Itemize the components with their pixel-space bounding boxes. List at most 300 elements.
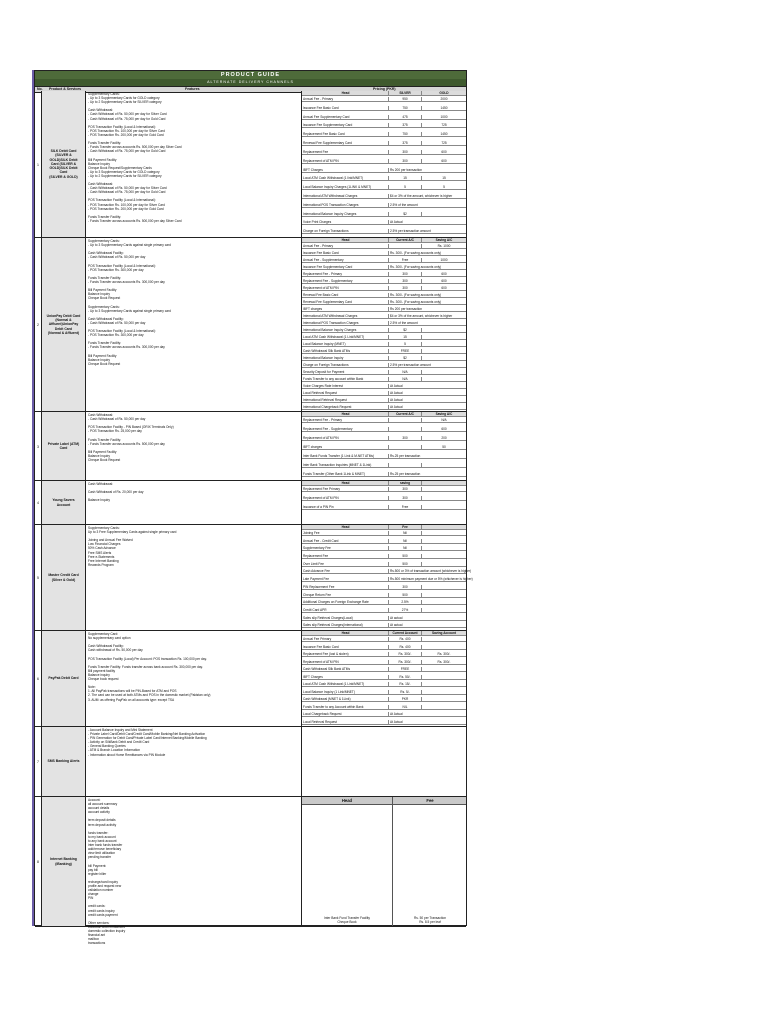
pricing-row (302, 616, 466, 621)
pricing-value-a: At Actual (390, 719, 403, 724)
pricing-value-b: 1450 (440, 105, 448, 110)
pricing-row (302, 258, 466, 263)
pricing-value-a: 15 (389, 335, 422, 339)
pricing-value-a: At actual (390, 615, 403, 620)
pricing-row (302, 720, 466, 725)
pricing-row (302, 690, 466, 695)
pricing-row (302, 660, 466, 665)
pricing-value-a: 2.5% per transaction amount (390, 229, 431, 234)
pricing-item: International Balance Inquiry Charges (303, 328, 389, 332)
section-number: 3 (35, 412, 42, 480)
pricing-item: Annual Fee Primary (303, 637, 389, 641)
pricing-value-a: Rs. 50/- (389, 675, 422, 679)
pricing-head-col-a: saving (389, 481, 422, 485)
pricing-value-b: 600 (441, 272, 447, 276)
pricing-value-a (389, 445, 422, 449)
pricing-row (302, 427, 466, 432)
pricing-value-a: $2 (389, 328, 422, 332)
features-text: Account: all account summary account details account activity term deposit details term deposit activity funds transfer: to my bank account to any bank account inter bank funds transfer add/remove beneficiary view limit utilization pending transfer bill Payment: pay bill register biller recharge/card inquiry profile and request new validation number change PIN credit cards: credit cards inquiry credit cards payment Other services: collection and remittances domestic collection inquiry financial ant mailbox transactions (86, 797, 302, 926)
pricing-header-row (302, 631, 466, 636)
pricing-item: Issuance Fee Basic Card (303, 645, 389, 649)
product-name: UnionPay Debit Card (Normal & Affluent)UnionPay Debit Card (Normal & Affluent) (42, 238, 86, 411)
pricing-row (302, 229, 466, 234)
pricing-row (302, 454, 466, 459)
pricing-item: International Chargeback Request (303, 405, 389, 409)
pricing-item: Replacement Fee (303, 554, 389, 558)
pricing-value-a: 500 (389, 562, 422, 566)
pricing-value-a: At Actual (390, 220, 403, 225)
ib-header-row (302, 797, 466, 805)
section-2 (35, 238, 466, 412)
pricing-row (302, 593, 466, 598)
pricing-value-a: Nil (389, 531, 422, 535)
pricing-value-a: At Actual (390, 712, 403, 716)
pricing-head-col-b: GOLD (439, 91, 449, 95)
pricing-row (302, 682, 466, 687)
pricing-value-a: N/A (389, 377, 422, 381)
pricing-value-b: 2000 (440, 97, 448, 101)
section-number: 7 (35, 727, 42, 796)
pricing-value-b (422, 370, 466, 374)
pricing-row (302, 185, 466, 190)
pricing-value-a: Free (389, 258, 422, 262)
pricing-row (302, 712, 466, 717)
pricing-row (302, 391, 466, 396)
pricing-table (302, 481, 466, 524)
pricing-row (302, 314, 466, 319)
pricing-row (302, 472, 466, 477)
pricing-table (302, 412, 466, 480)
pricing-value-b: 725 (441, 141, 447, 146)
pricing-item: International POS Transaction Charges (303, 203, 389, 207)
product-name: Master Credit Card (Silver & Gold) (42, 525, 86, 630)
pricing-row (302, 321, 466, 326)
pricing-head-col-b: Saving A/C (435, 412, 453, 416)
pricing-value-a: 300 (389, 159, 422, 163)
pricing-item: Funds Transfer to any account within Bank (303, 377, 389, 381)
pricing-head-col-a: Current Account (389, 631, 422, 635)
pricing-value-b: 200 (441, 436, 447, 440)
pricing-item: Charge on Foreign Transactions (303, 229, 389, 233)
product-name: SILK Debit Card (SILVER & GOLD)SILK Debit Card (SILVER & GOLD)SILK Debit Card (SILVER & GOLD) (42, 91, 86, 237)
features-text: Supplementary Cards: Up to 3 Free Supplementary Cards against single primary card Joining and Annual Fee Waived Low Financial Charges 50% Cash Advance Free SMS Alerts Free e-Statements Free Internet Banking Rewards Program (86, 525, 302, 630)
pricing-item: IBFT charges (303, 307, 389, 311)
pricing-value-a: 375 (389, 123, 422, 127)
pricing-row (302, 123, 466, 128)
pricing-item: Replacement Fee - Primary (303, 272, 389, 276)
pricing-row (302, 562, 466, 567)
guide-title: PRODUCT GUIDE (35, 71, 466, 79)
pricing-row (302, 293, 466, 298)
ib-fee-label: Fee (426, 798, 434, 803)
pricing-item: Annual Fee - Credit Card (303, 539, 389, 543)
pricing-head-col-b: Saving A/C (435, 238, 453, 242)
pricing-item: Local Balance Inquiry (MNET) (303, 342, 389, 346)
pricing-value-b: N/A (441, 418, 447, 422)
features-text: Cash Withdrawal: - Cash Withdrawal of Rs. 50,000 per day POS Transaction Facility - PIN Based (ORIX Terminals Only) - POS Transaction Rs. 25,000 per day Funds Transfer Facility: - Funds Transfer across accounts Rs. 500,000 per day Bill Payment Facility Balance Inquiry Cheque Book Request (86, 412, 302, 480)
pricing-row (302, 667, 466, 672)
pricing-item: Issuance Fee Supplementary Card (303, 265, 389, 269)
pricing-row (302, 539, 466, 544)
pricing-head-label: Head (303, 412, 389, 416)
pricing-item: International Balance Inquiry (303, 356, 389, 360)
pricing-row (302, 220, 466, 225)
pricing-item: Annual Fee - Supplementary (303, 258, 389, 262)
pricing-value-b (422, 463, 466, 467)
pricing-value-a: Rs 200 per transaction (390, 307, 423, 311)
pricing-value-b: Rs. 1000 (437, 244, 451, 248)
pricing-value-b (422, 705, 466, 709)
pricing-value-a: 750 (389, 106, 422, 110)
pricing-value-b (422, 335, 466, 339)
pricing-value-b (422, 546, 466, 550)
pricing-row (302, 307, 466, 312)
pricing-table (302, 525, 473, 630)
pricing-row (302, 265, 466, 270)
pricing-table (302, 727, 466, 796)
pricing-value-a: 300 (389, 585, 422, 589)
pricing-table (302, 91, 466, 237)
pricing-value-b: 1000 (440, 258, 448, 262)
pricing-value-b (422, 496, 466, 500)
pricing-head-col-a: Current A/C (389, 238, 422, 242)
pricing-row (302, 418, 466, 423)
product-name: PayPak Debit Card (42, 631, 86, 726)
product-name: Young Savers Account (42, 481, 86, 524)
pricing-value-b (422, 487, 466, 491)
pricing-item: Renewal Fee Supplementary Card (303, 300, 389, 304)
product-name: Private Label (ATM) Card (42, 412, 86, 480)
pricing-value-a (389, 418, 422, 422)
pricing-row (302, 398, 466, 403)
pricing-value-a: FREE (389, 349, 422, 353)
pricing-item: Local Retrieval Request (303, 391, 389, 395)
pricing-value-a: PKR (389, 697, 422, 701)
pricing-row (302, 445, 466, 450)
pricing-item: Renewal Fee Supplementary Card (303, 141, 389, 145)
pricing-item: International ATM Withdrawal Charges (303, 194, 389, 198)
pricing-value-b (422, 645, 466, 649)
pricing-value-b: 1450 (440, 132, 448, 137)
pricing-item: Local Retrieval Request (303, 720, 389, 724)
pricing-value-a: Rs. 300/- (389, 660, 422, 664)
pricing-row (302, 159, 466, 164)
pricing-value-a: Free (389, 505, 422, 509)
pricing-value-a: Rs. 300/- (For saving accounts only) (390, 265, 442, 269)
pricing-item: Annual Fee - Primary (303, 97, 389, 101)
pricing-value-b: Rs. 300/- (437, 659, 451, 664)
pricing-value-b: 600 (441, 427, 447, 431)
pricing-value-a: 750 (389, 132, 422, 136)
pricing-head-col-a: Current A/C (389, 412, 422, 416)
pricing-row (302, 463, 466, 468)
pricing-row (302, 203, 466, 208)
product-guide-sheet (34, 70, 473, 946)
pricing-item: Replacement Fee - Primary (303, 418, 389, 422)
pricing-value-b (422, 675, 466, 679)
pricing-item: Annual Fee - Primary (303, 244, 389, 248)
pricing-item: Cash Withdrawal Silk Bank ATMs (303, 667, 389, 671)
pricing-head-col-a: Fee (389, 525, 422, 529)
pricing-item: Replacement Fee (303, 150, 389, 154)
pricing-value-a: Rs. 5/- (389, 690, 422, 694)
pricing-value-a: Rs.25 per transaction (390, 454, 421, 458)
guide-subtitle: ALTERNATE DELIVERY CHANNELS (35, 79, 466, 86)
pricing-item: Voice Charges Rate Interest (303, 384, 389, 388)
pricing-value-a: At Actual (390, 391, 403, 395)
pricing-item: Replacement Fee - Supplementary (303, 427, 389, 431)
pricing-value-b (422, 697, 466, 701)
pricing-item: Funds Transfer to any Account within Bank (303, 705, 389, 709)
pricing-value-b (422, 600, 466, 604)
pricing-row (302, 377, 466, 382)
pricing-value-a: 2.5% of the amount (390, 202, 418, 207)
section-6 (35, 631, 466, 727)
pricing-row (302, 436, 466, 441)
section-number: 6 (35, 631, 42, 726)
pricing-row (302, 697, 466, 702)
pricing-value-a: 15 (389, 176, 422, 180)
pricing-row (302, 244, 466, 249)
pricing-row (302, 505, 466, 510)
pricing-item: Issuance Fee Supplementary Card (303, 123, 389, 127)
pricing-row (302, 272, 466, 277)
pricing-header-row (302, 525, 466, 530)
pricing-header-row (302, 481, 466, 486)
section-number: 1 (35, 91, 42, 237)
pricing-value-a: 300 (389, 487, 422, 491)
pricing-value-b (422, 608, 466, 612)
pricing-head-col-b: Saving Account (432, 631, 456, 635)
pricing-row (302, 328, 466, 333)
pricing-item: International Balance Inquiry Charges (303, 212, 389, 216)
pricing-value-a: Rs.500 or 3% of transaction amount (whichever is higher) (390, 569, 472, 574)
pricing-row (302, 300, 466, 305)
ib-service-cell: Inter Bank Fund Transfer Facility Cheque Book (323, 916, 371, 924)
pricing-value-a: FREE (389, 667, 422, 671)
col-features: Features (185, 87, 200, 91)
pricing-value-a: Rs. 300/- (For saving accounts only) (390, 293, 442, 297)
pricing-value-b (422, 637, 466, 641)
pricing-value-a: 300 (389, 279, 422, 283)
pricing-item: Issuance Fee Basic Card (303, 106, 389, 110)
pricing-item: Additional Charges on Foreign Exchange Rate (303, 600, 389, 604)
pricing-value-b: 5 (443, 185, 445, 190)
pricing-row (302, 487, 466, 492)
pricing-row (302, 115, 466, 120)
pricing-item: Cash Withdrawal (MNET & 1Link) (303, 697, 389, 701)
pricing-value-b (422, 667, 466, 671)
pricing-row (302, 637, 466, 642)
pricing-table (302, 631, 466, 726)
pricing-item: Local Chargeback Request (303, 712, 389, 716)
ib-divider (392, 797, 393, 926)
pricing-item: Sales slip Retrieval Charges(International) (303, 623, 389, 627)
pricing-header-row (302, 412, 466, 417)
pricing-row (302, 645, 466, 650)
pricing-table (302, 238, 466, 411)
pricing-value-a: Rs.500 minimum payment due or 5% (whichever is higher) (390, 577, 473, 582)
pricing-value-a: 500 (389, 593, 422, 597)
pricing-row (302, 496, 466, 501)
pricing-item: Local ATM Cash Withdrawal (1 Link/MNET) (303, 335, 389, 339)
pricing-item: International ATM Withdrawal Charges (303, 314, 389, 318)
pricing-value-b: 1000 (440, 114, 448, 119)
pricing-item: Replacement Fee Basic Card (303, 132, 389, 136)
pricing-row (302, 194, 466, 199)
ib-fee-cell: Rs. 50 per Transaction Rs. 8.5 per leaf (413, 916, 447, 924)
pricing-item: Cash Advance Fee (303, 569, 389, 573)
pricing-value-b (422, 377, 466, 381)
pricing-head-label: Head (303, 525, 389, 529)
pricing-item: Local Balance Inquiry Charges (1LINK & MNET) (303, 185, 389, 189)
pricing-row (302, 577, 473, 582)
pricing-row (302, 623, 466, 628)
pricing-row (302, 546, 466, 551)
product-name: SMS Banking Alerts (42, 727, 86, 796)
pricing-item: Voice Print Charges (303, 220, 389, 224)
pricing-value-a: At actual (390, 623, 403, 628)
section-1 (35, 91, 466, 238)
features-text: Supplementary Cards: - Up to 3 Supplementary Cards against single primary card Cash Withdrawal Facility: - Cash Withdrawal of Rs. 50,000 per day POS Transaction Facility (Local & International): - POS Transaction Rs. 300,000 per day Funds Transfer Facility: - Funds Transfer across accounts Rs. 300,000 per day Bill Payment Facility Balance Inquiry Cheque Book Request Supplementary Cards: - Up to 3 Supplementary Cards against single primary card Cash Withdrawal Facility: - Cash Withdrawal of Rs. 50,000 per day POS Transaction Facility (Local & International): - POS Transaction Rs. 300,000 per day Funds Transfer Facility: - Funds Transfer across accounts Rs. 300,000 per day Bill Payment Facility Balance Inquiry Cheque Book Request (86, 238, 302, 411)
pricing-value-a: At Actual (390, 384, 403, 388)
pricing-item: Security Deposit for Payment (303, 370, 389, 374)
pricing-value-b (422, 505, 466, 509)
pricing-row (302, 212, 466, 217)
pricing-item: Inter Bank Funds Transfer (1 Link & M-NET ATMs) (303, 454, 389, 458)
pricing-value-b: 600 (441, 158, 447, 163)
pricing-item: Replacement of ATM PIN (303, 159, 389, 163)
pricing-value-a: Rs.25 per transaction (390, 472, 421, 476)
pricing-value-a: 5 (389, 185, 422, 189)
pricing-item: Cash Withdrawal Silk Bank ATMs (303, 349, 389, 353)
pricing-header-row (302, 91, 466, 96)
pricing-value-b: 600 (441, 149, 447, 154)
pricing-item: International Retrieval Request (303, 398, 389, 402)
pricing-head-col-b (422, 481, 466, 485)
ib-head-label: Head (341, 798, 353, 803)
pricing-value-a: Rs. 15/- (389, 682, 422, 686)
pricing-value-b: 50 (442, 445, 446, 449)
pricing-value-a: Rs. 300/- (For saving accounts only) (390, 251, 442, 255)
pricing-row (302, 531, 466, 536)
pricing-row (302, 251, 466, 256)
pricing-value-a: 300 (389, 496, 422, 500)
pricing-value-b (422, 342, 466, 346)
section-number: 8 (35, 797, 42, 926)
pricing-row (302, 286, 466, 291)
pricing-value-a: At Actual (390, 398, 403, 402)
pricing-item: IBFT Charges (303, 675, 389, 679)
pricing-item: Credit Card APR (303, 608, 389, 612)
pricing-value-a: Rs. 300/- (389, 652, 422, 656)
pricing-item: Replacement of ATM PIN (303, 286, 389, 290)
pricing-head-label: Head (303, 631, 389, 635)
pricing-value-a: 300 (389, 286, 422, 290)
pricing-value-a: 2.5% (389, 600, 422, 604)
features-text: - Account Balance Inquiry and Mini Statement - Private Label Card/Debit Card/Credit Card/Mobile Banking/Net Banking Activation - PIN Generation for Debit Card/Private Label Card/Internet Banking/Mobile Banking - Activity on SilkBank Debit and Credit Card - General Banking Queries - ATM & Branch Location Information - Information about Home Remittances via PIN Module (86, 727, 302, 796)
pricing-row (302, 363, 466, 368)
pricing-row (302, 97, 466, 102)
pricing-table (302, 797, 466, 926)
pricing-row (302, 370, 466, 375)
pricing-value-a: Rs 200 per transaction (390, 167, 423, 172)
pricing-value-a: Nil (389, 539, 422, 543)
pricing-item: Replacement of ATM PIN (303, 436, 389, 440)
pricing-value-b: 725 (441, 123, 447, 128)
pricing-row (302, 106, 466, 111)
product-name: Internet Banking (iBanking) (42, 797, 86, 926)
pricing-item: International POS Transaction Charges (303, 321, 389, 325)
pricing-row (302, 608, 466, 613)
pricing-value-a: 375 (389, 141, 422, 145)
pricing-row (302, 356, 466, 361)
pricing-item: Replacement of ATM PIN (303, 660, 389, 664)
pricing-value-b (422, 531, 466, 535)
section-7 (35, 727, 466, 797)
pricing-item: IBFT charges (303, 445, 389, 449)
pricing-item: PIN Replacement Fee (303, 585, 389, 589)
pricing-value-b: Rs. 300/- (437, 652, 451, 656)
pricing-value-a: 475 (389, 115, 422, 119)
pricing-value-b: 600 (441, 279, 447, 283)
pricing-value-a: 300 (389, 272, 422, 276)
pricing-item: Local ATM Cash Withdrawal (1 link/MNET) (303, 176, 389, 180)
pricing-row (302, 600, 466, 605)
pricing-item: Local ATM Cash Withdrawal (1 Link/MNET) (303, 682, 389, 686)
pricing-head-col-a: SILVER (389, 91, 422, 95)
pricing-item: Local Balance Inquiry (1 Link/MNET) (303, 690, 389, 694)
pricing-row (302, 384, 466, 389)
pricing-row (302, 585, 466, 590)
pricing-row (302, 132, 466, 137)
pricing-row (302, 554, 466, 559)
pricing-item: Replacement Fee Primary (303, 487, 389, 491)
pricing-value-b (422, 212, 466, 216)
pricing-value-b: 15 (442, 176, 446, 181)
pricing-head-label: Head (303, 238, 389, 242)
pricing-value-a: 27% (389, 608, 422, 612)
pricing-item: Sales slip Retrieval Charges(Local) (303, 616, 389, 620)
pricing-head-label: Head (303, 91, 389, 95)
col-product: Product & Services (49, 87, 82, 91)
pricing-value-a (389, 244, 422, 248)
pricing-item: IBFT Charges (303, 168, 389, 172)
pricing-item: Supplementary Fee (303, 546, 389, 550)
pricing-item: Joining Fee (303, 531, 389, 535)
pricing-value-a: NIL (389, 705, 422, 709)
pricing-row (302, 279, 466, 284)
pricing-item: Issuance Fee Basic Card (303, 251, 389, 255)
pricing-value-a: 300 (389, 436, 422, 440)
pricing-value-a: $2 (389, 356, 422, 360)
pricing-row (302, 405, 466, 410)
pricing-value-b (422, 349, 466, 353)
pricing-value-a: $4 or 3% of the amount, whichever is higher (390, 193, 453, 198)
col-pricing: Pricing (PKR) (373, 87, 396, 91)
pricing-row (302, 141, 466, 146)
section-5 (35, 525, 473, 631)
pricing-row (302, 335, 466, 340)
pricing-value-b (422, 585, 466, 589)
pricing-item: Inter Bank Transaction Inquiries (MNET & 1Link) (303, 463, 389, 467)
pricing-value-a: 2.5% of the amount (390, 321, 418, 325)
pricing-value-a: 950 (389, 97, 422, 101)
pricing-value-a: N/A (389, 370, 422, 374)
section-4 (35, 481, 466, 525)
pricing-value-a: $4 or 3% of the amount, whichever is higher (390, 314, 453, 318)
pricing-item: Replacement of ATM PIN (303, 496, 389, 500)
